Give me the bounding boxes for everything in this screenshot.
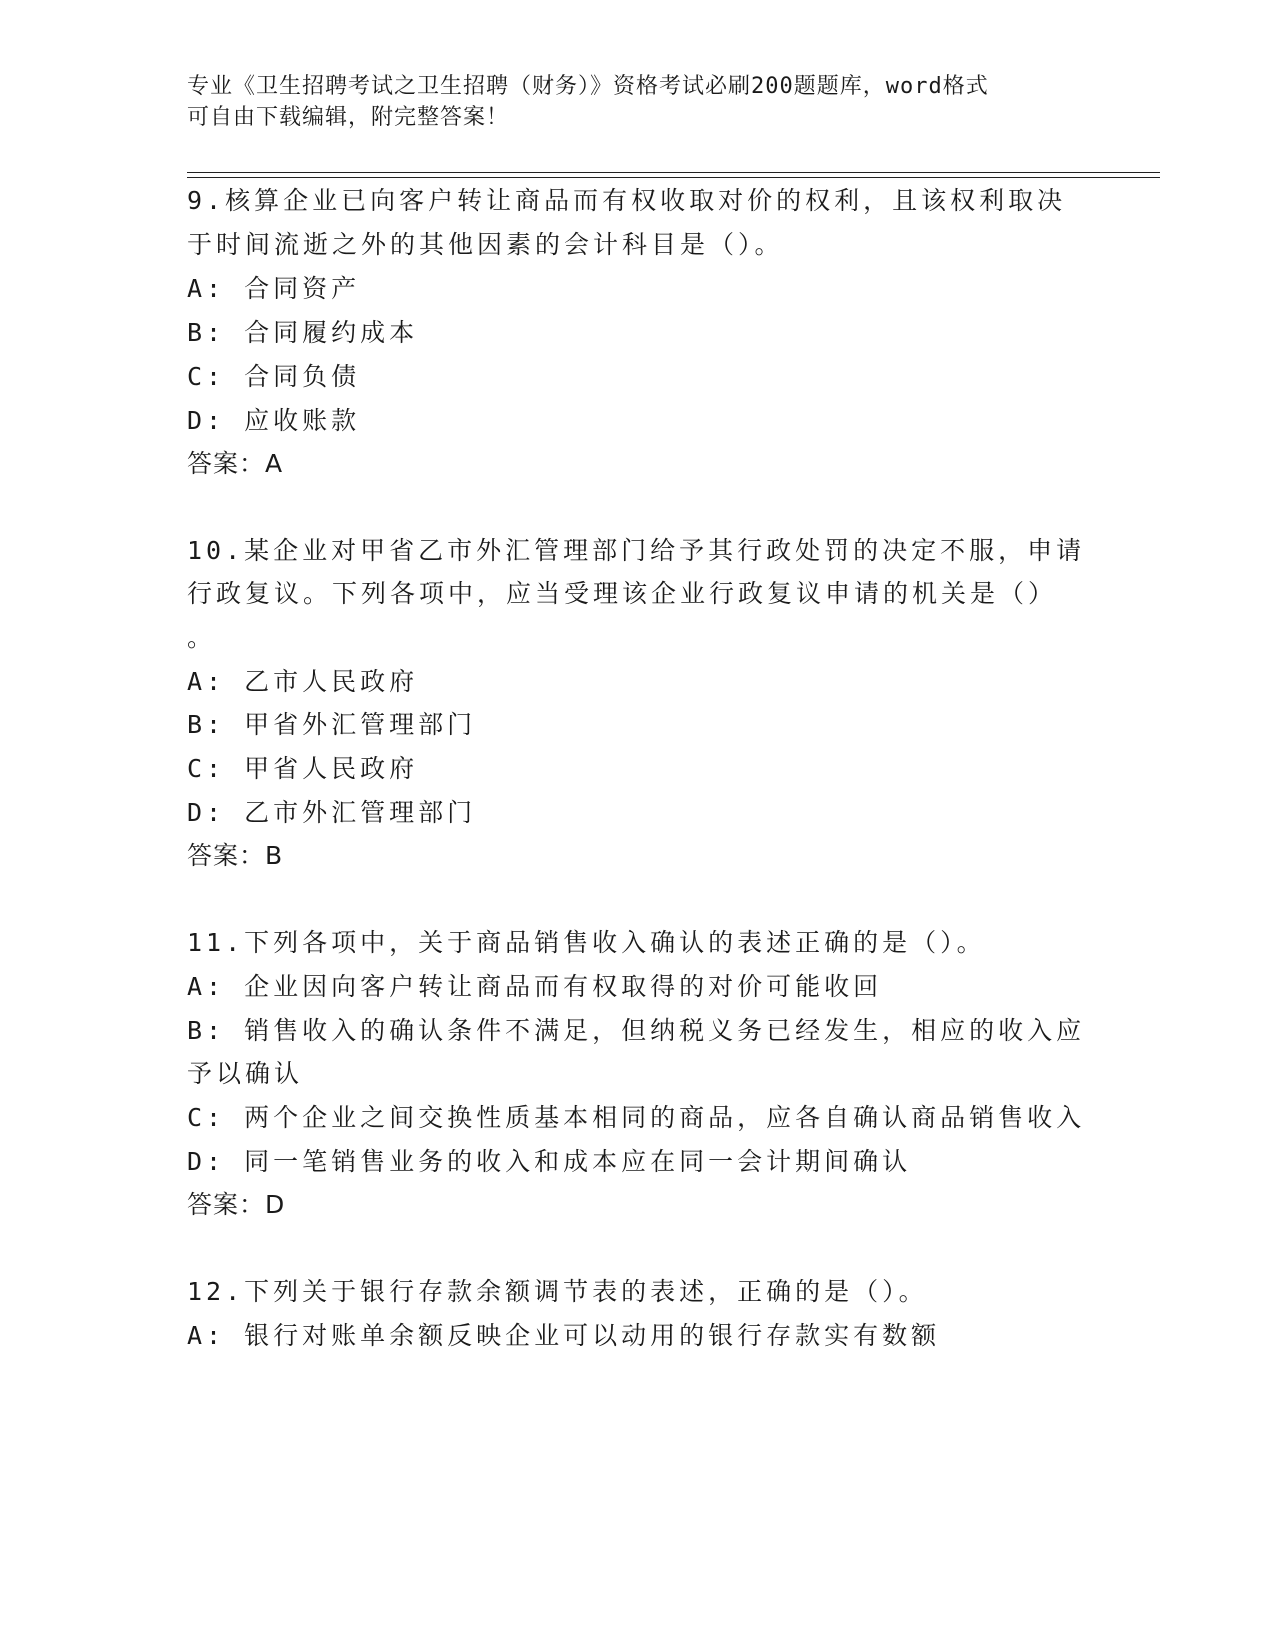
question-10-stem-line-2: 行政复议。下列各项中，应当受理该企业行政复议申请的机关是（） [187, 579, 1058, 608]
question-10-option-b: B: 甲省外汇管理部门 [187, 710, 477, 739]
question-9-answer: 答案：A [187, 449, 284, 478]
question-9-stem-line-1: 9.核算企业已向客户转让商品而有权收取对价的权利，且该权利取决 [187, 186, 1067, 215]
header-divider-top [187, 172, 1160, 173]
question-9-option-b: B: 合同履约成本 [187, 318, 419, 347]
question-12-option-a: A: 银行对账单余额反映企业可以动用的银行存款实有数额 [187, 1321, 941, 1350]
question-9-option-a: A: 合同资产 [187, 274, 361, 303]
question-11-option-d: D: 同一笔销售业务的收入和成本应在同一会计期间确认 [187, 1147, 912, 1176]
question-10-option-c: C: 甲省人民政府 [187, 754, 419, 783]
question-11-stem-line-1: 11.下列各项中，关于商品销售收入确认的表述正确的是（）。 [187, 928, 986, 957]
question-11-option-c: C: 两个企业之间交换性质基本相同的商品，应各自确认商品销售收入 [187, 1103, 1086, 1132]
document-header-line-1: 专业《卫生招聘考试之卫生招聘（财务）》资格考试必刷200题题库，word格式 [187, 74, 989, 99]
question-9-option-c: C: 合同负债 [187, 362, 361, 391]
question-10-stem-line-3: 。 [187, 623, 217, 652]
question-11-answer: 答案：D [187, 1190, 286, 1219]
question-9-option-d: D: 应收账款 [187, 406, 361, 435]
question-9-stem-line-2: 于时间流逝之外的其他因素的会计科目是（）。 [187, 230, 784, 259]
question-10-answer: 答案：B [187, 841, 284, 870]
header-divider-bottom [187, 177, 1160, 178]
question-11-option-b-line-2: 予以确认 [187, 1059, 304, 1088]
question-10-option-a: A: 乙市人民政府 [187, 667, 419, 696]
question-11-option-b-line-1: B: 销售收入的确认条件不满足，但纳税义务已经发生，相应的收入应 [187, 1016, 1086, 1045]
question-10-stem-line-1: 10.某企业对甲省乙市外汇管理部门给予其行政处罚的决定不服，申请 [187, 536, 1086, 565]
document-header-line-2: 可自由下载编辑，附完整答案！ [187, 105, 510, 130]
question-11-option-a: A: 企业因向客户转让商品而有权取得的对价可能收回 [187, 972, 883, 1001]
question-12-stem-line-1: 12.下列关于银行存款余额调节表的表述，正确的是（）。 [187, 1277, 928, 1306]
question-10-option-d: D: 乙市外汇管理部门 [187, 798, 477, 827]
